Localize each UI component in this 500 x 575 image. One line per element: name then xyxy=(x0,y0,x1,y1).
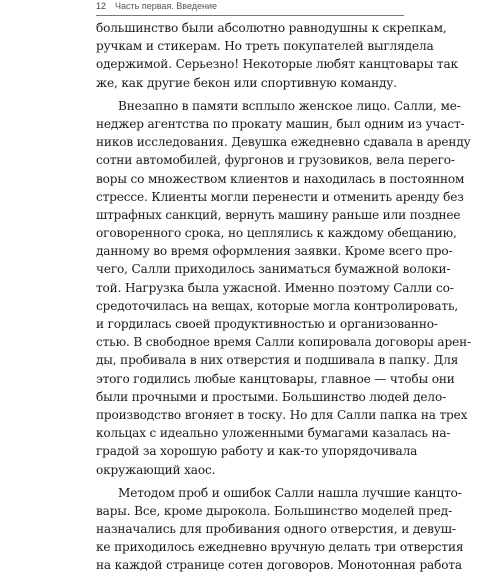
text-line: ке приходилось ежедневно вручную делать три отверстия xyxy=(96,540,464,555)
text-line: окружающий хаос. xyxy=(96,462,216,477)
body-text xyxy=(96,19,471,575)
text-line: данному во время оформления заявки. Кроме всего про- xyxy=(96,244,453,259)
text-line: стрессе. Клиенты могли перенести и отменить аренду без xyxy=(96,189,464,204)
text-line: штрафных санкций, вернуть машину раньше или позднее xyxy=(96,207,461,222)
text-line: большинство были абсолютно равнодушны к скрепкам, xyxy=(96,21,447,35)
text-line: и гордилась своей продуктивностью и организованно- xyxy=(96,317,438,331)
text-line: назначались для пробивания одного отверстия, и девуш- xyxy=(96,522,456,537)
text-line: ников исследования. Девушка ежедневно сдавала в аренду xyxy=(96,135,471,150)
paragraph-3 xyxy=(96,484,464,575)
text-line: чего, Салли приходилось заниматься бумажной волоки- xyxy=(96,262,451,277)
text-line: сотни автомобилей, фургонов и грузовиков, вела перего- xyxy=(96,153,455,168)
section-title: Часть первая. Введение xyxy=(115,1,218,11)
text-line: этого годились любые канцтовары, главное — чтобы они xyxy=(96,371,455,386)
text-line: оговоренного срока, но цеплялись к каждому обещанию, xyxy=(96,226,457,241)
text-line: же, как другие бекон или спортивную команду. xyxy=(96,75,397,90)
text-line: неджер агентства по прокату машин, был одним из участ- xyxy=(96,116,465,131)
text-line: той. Нагрузка была ужасной. Именно поэтому Салли со- xyxy=(96,280,454,295)
text-line: производство вгоняет в тоску. Но для Салли папка на трех xyxy=(96,407,468,422)
paragraph-2 xyxy=(96,97,471,479)
text-line: были прочными и простыми. Большинство людей дело- xyxy=(96,389,447,404)
text-line: ды, пробивала в них отверстия и подшивала в папку. Для xyxy=(96,353,459,368)
page-number: 12 xyxy=(96,1,107,11)
text-line: градой за хорошую работу и как-то упорядочивала xyxy=(96,444,418,459)
text-line: ручкам и стикерам. Но треть покупателей выглядела xyxy=(96,39,434,54)
running-head xyxy=(96,0,404,16)
text-line: Методом проб и ошибок Салли нашла лучшие канцто- xyxy=(118,485,462,500)
text-line: стью. В свободное время Салли копировала договоры арен- xyxy=(96,335,471,350)
text-line: на каждой странице сотен договоров. Монотонная работа xyxy=(96,558,462,573)
text-line: одержимой. Серьезно! Некоторые любят канцтовары так xyxy=(96,57,458,72)
paragraph-1 xyxy=(96,19,458,92)
text-line: Внезапно в памяти всплыло женское лицо. Салли, ме- xyxy=(118,98,461,113)
text-line: средоточилась на вещах, которые могла контролировать, xyxy=(96,298,459,313)
text-line: вары. Все, кроме дырокола. Большинство моделей пред- xyxy=(96,503,453,518)
text-line: кольцах с идеально уложенными бумагами казалась на- xyxy=(96,426,451,441)
text-line: воры со множеством клиентов и находилась в постоянном xyxy=(96,171,465,186)
